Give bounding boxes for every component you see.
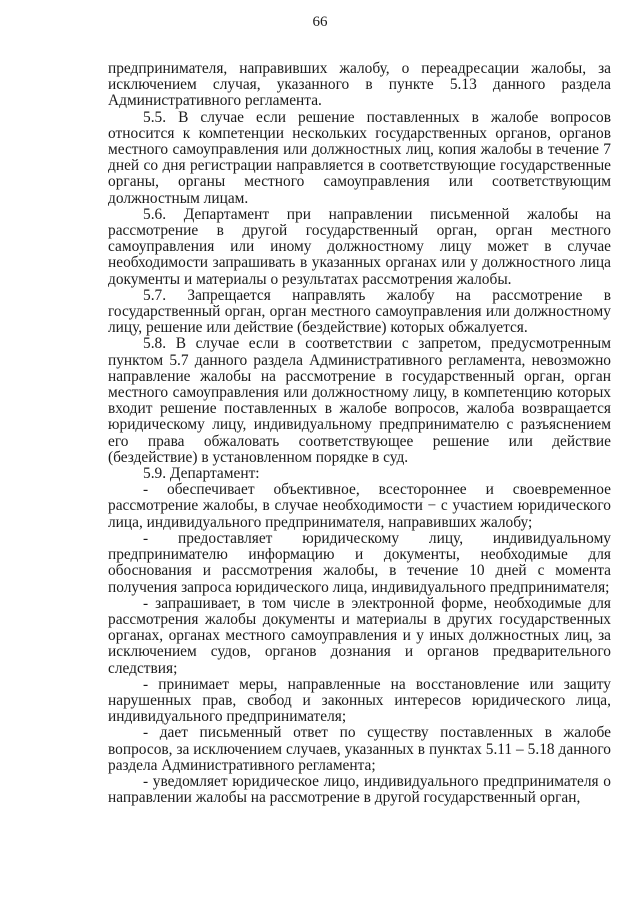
page-number: 66 [312,14,328,30]
list-item-provides-info: - предоставляет юридическому лицу, индивидуальному предпринимателю информацию и документы, необходимые для обоснования и рассмотрения жалобы, в течение 10 дней с момента получения запроса юридического лица, индивидуального предпринимателя; [108,529,611,596]
paragraph-5-9-heading: 5.9. Департамент: [143,465,260,483]
paragraph-continuation: предпринимателя, направивших жалобу, о переадресации жалобы, за исключением случая, указанного в пункте 5.13 данного раздела Административного регламента. [108,60,611,110]
paragraph-5-8: 5.8. В случае если в соответствии с запретом, предусмотренным пунктом 5.7 данного раздела Административного регламента, невозможно направление жалобы на рассмотрение в государственный орган, орган местного самоуправления или должностному лицу, в компетенцию которых входит решение поставленных в жалобе вопросов, жалоба возвращается юридическому лицу, индивидуальному предпринимателю с разъяснением его права обжаловать соответствующее решение или действие (бездействие) в установленном порядке в суд. [108,335,611,466]
list-item-ensures-review: - обеспечивает объективное, всестороннее и своевременное рассмотрение жалобы, в случае необходимости − с участием юридического лица, индивидуального предпринимателя, направивших жалобу; [108,481,611,531]
list-item-requests-documents: - запрашивает, в том числе в электронной форме, необходимые для рассмотрения жалобы документы и материалы в других государственных органах, органах местного самоуправления и у иных должностных лиц, за исключением судов, органов дознания и органов предварительного следствия; [108,594,611,677]
document-body [108,61,611,806]
list-item-notifies: - уведомляет юридическое лицо, индивидуального предпринимателя о направлении жалобы на рассмотрение в другой государственный орган, [108,772,611,807]
list-item-takes-measures: - принимает меры, направленные на восстановление или защиту нарушенных прав, свобод и законных интересов юридического лица, индивидуального предпринимателя; [108,675,611,726]
paragraph-5-7: 5.7. Запрещается направлять жалобу на рассмотрение в государственный орган, орган местного самоуправления или должностному лицу, решение или действие (бездействие) которых обжалуется. [108,286,611,337]
list-item-written-answer: - дает письменный ответ по существу поставленных в жалобе вопросов, за исключением случаев, указанных в пунктах 5.11 – 5.18 данного раздела Административного регламента; [108,724,611,774]
paragraph-5-6: 5.6. Департамент при направлении письменной жалобы на рассмотрение в другой государственный орган, орган местного самоуправления или иному должностному лицу может в случае необходимости запрашивать в указанных органах или у должностного лица документы и материалы о результатах рассмотрения жалобы. [108,205,611,288]
paragraph-5-5: 5.5. В случае если решение поставленных в жалобе вопросов относится к компетенции нескольких государственных органов, органов местного самоуправления или должностных лиц, копия жалобы в течение 7 дней со дня регистрации направляется в соответствующие государственные органы, органы местного самоуправления или соответствующим должностным лицам. [108,108,611,207]
